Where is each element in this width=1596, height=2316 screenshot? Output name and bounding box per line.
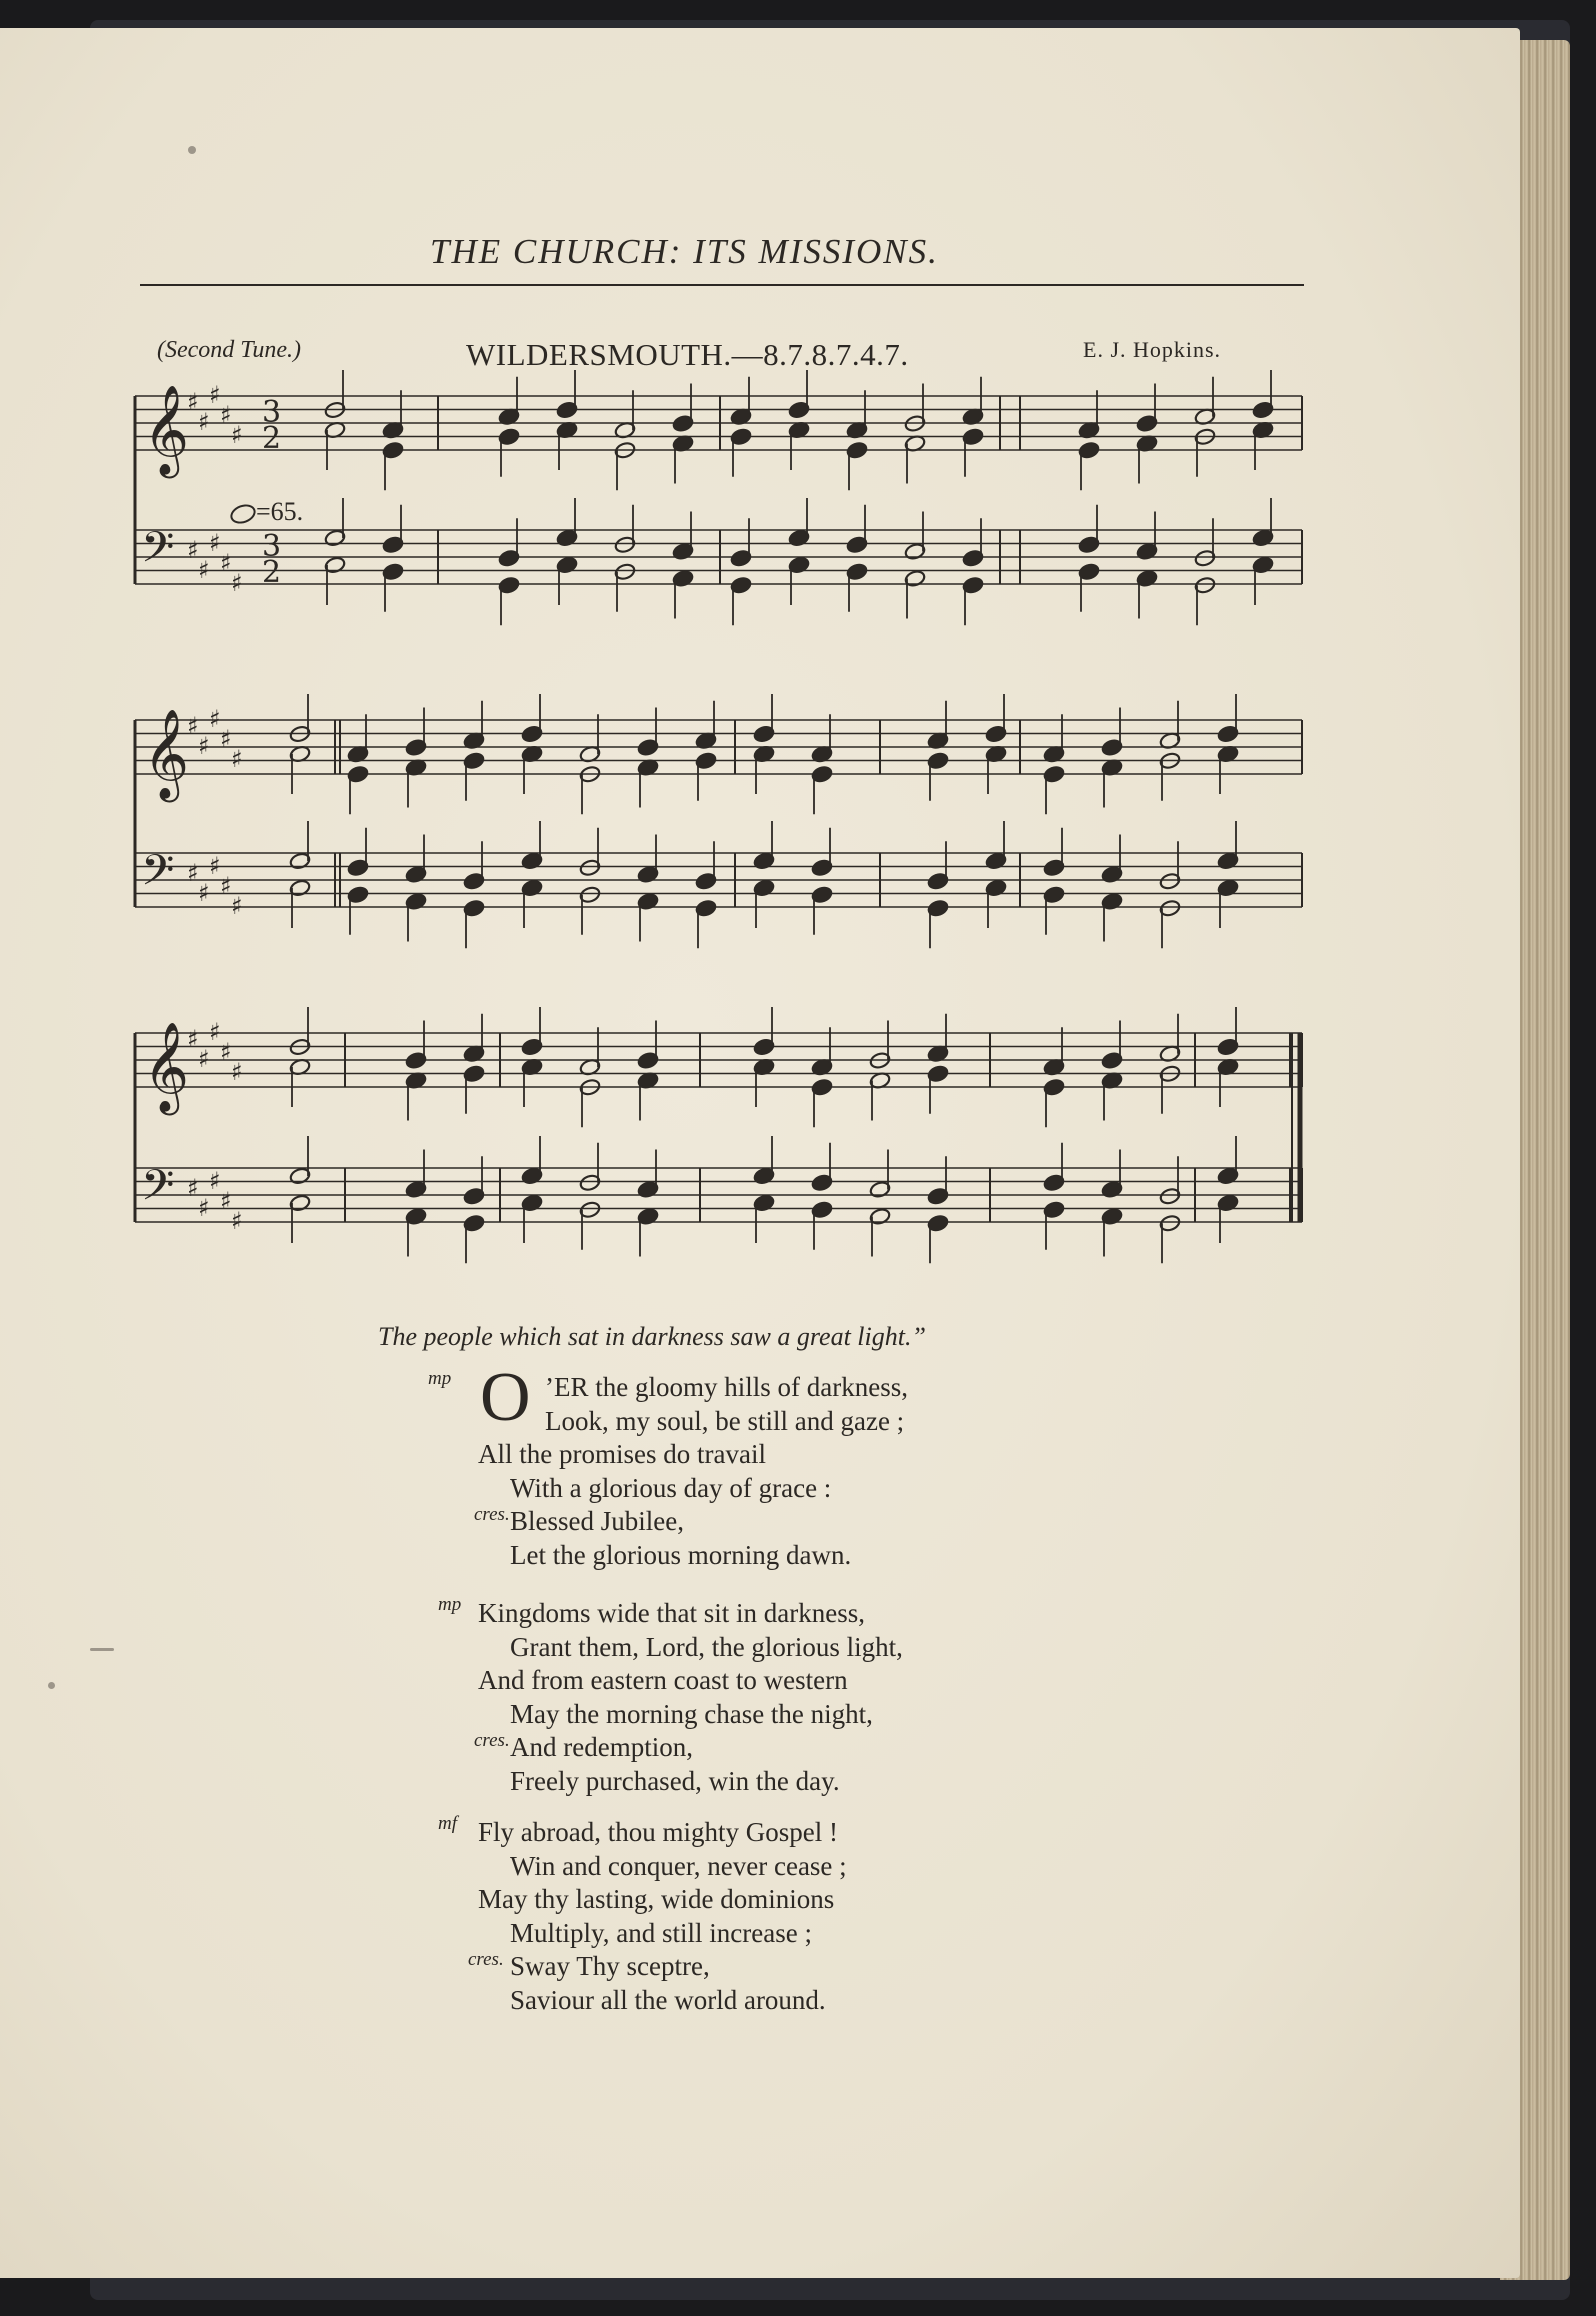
sharp-sign: ♯ [209,1018,221,1046]
sharp-sign: ♯ [231,569,243,597]
running-head: THE CHURCH: ITS MISSIONS. [430,232,939,271]
hymn-line: With a glorious day of grace : [510,1472,832,1503]
sharp-sign: ♯ [231,745,243,773]
sharp-sign: ♯ [220,725,232,753]
sharp-sign: ♯ [220,549,232,577]
hymn-line: ’ER the gloomy hills of darkness, [545,1372,908,1402]
time-signature: 3 [262,395,282,430]
bass-clef-icon: 𝄢 [141,1161,175,1221]
hymn-line: May the morning chase the night, [510,1698,873,1729]
time-signature: 3 [262,529,282,564]
treble-clef-icon: 𝄞 [143,385,190,475]
paper-speck [90,1648,114,1651]
hymn-line: And from eastern coast to western [478,1665,848,1695]
paper-speck [48,1682,55,1689]
cres-marking: cres. [468,1949,504,1970]
hymn-line: May thy lasting, wide dominions [478,1884,835,1914]
sharp-sign: ♯ [220,1038,232,1066]
cres-marking: cres. [474,1504,510,1525]
dynamic-marking: mf [438,1813,457,1834]
hymn-line: And redemption, [510,1732,693,1762]
sharp-sign: ♯ [209,1167,221,1195]
bass-clef-icon: 𝄢 [141,523,175,583]
sharp-sign: ♯ [220,401,232,429]
half-note-icon [228,501,259,527]
treble-clef-icon: 𝄞 [143,1022,190,1112]
sharp-sign: ♯ [231,1207,243,1235]
sharp-sign: ♯ [198,1045,210,1073]
sharp-sign: ♯ [209,852,221,880]
hymn-line: Freely purchased, win the day. [510,1765,840,1796]
tune-composer: E. J. Hopkins. [1083,337,1222,362]
hymn-line: Let the glorious morning dawn. [510,1539,852,1570]
sharp-sign: ♯ [187,536,199,564]
sharp-sign: ♯ [220,1187,232,1215]
treble-clef-icon: 𝄞 [143,709,190,799]
sharp-sign: ♯ [209,529,221,557]
cres-marking: cres. [474,1730,510,1751]
sharp-sign: ♯ [198,732,210,760]
sharp-sign: ♯ [187,1025,199,1053]
paper-speck [188,146,196,154]
bass-clef-icon: 𝄢 [141,846,175,906]
header-rule [140,284,1304,286]
hymn-line: Grant them, Lord, the glorious light, [510,1631,903,1662]
hymn-line: Sway Thy sceptre, [510,1951,710,1981]
tempo-marking [230,497,303,527]
hymn-line: Win and conquer, never cease ; [510,1850,847,1881]
hymn-line: All the promises do travail [478,1439,766,1469]
tempo-value: =65. [256,497,304,526]
hymn-line: Saviour all the world around. [510,1984,826,2015]
sharp-sign: ♯ [187,859,199,887]
sharp-sign: ♯ [231,892,243,920]
drop-cap: O [480,1359,531,1436]
time-signature: 2 [262,555,282,590]
sharp-sign: ♯ [187,712,199,740]
hymn-caption: The people which sat in darkness saw a great light.” [378,1322,926,1351]
dynamic-marking: mp [428,1368,452,1389]
hymn-line: Multiply, and still increase ; [510,1917,812,1948]
hymn-line: Blessed Jubilee, [510,1506,684,1536]
sharp-sign: ♯ [198,556,210,584]
sharp-sign: ♯ [231,1058,243,1086]
sharp-sign: ♯ [198,879,210,907]
sharp-sign: ♯ [209,705,221,733]
sharp-sign: ♯ [209,381,221,409]
tune-second-label: (Second Tune.) [157,337,301,363]
sharp-sign: ♯ [198,408,210,436]
sharp-sign: ♯ [198,1194,210,1222]
time-signature: 2 [262,421,282,456]
hymn-line: Look, my soul, be still and gaze ; [545,1405,905,1436]
hymn-line: Fly abroad, thou mighty Gospel ! [478,1817,838,1847]
sharp-sign: ♯ [220,872,232,900]
dynamic-marking: mp [438,1594,462,1615]
tune-title: WILDERSMOUTH.—8.7.8.7.4.7. [466,337,909,372]
sharp-sign: ♯ [231,421,243,449]
sharp-sign: ♯ [187,388,199,416]
sharp-sign: ♯ [187,1174,199,1202]
hymn-line: Kingdoms wide that sit in darkness, [478,1598,865,1628]
